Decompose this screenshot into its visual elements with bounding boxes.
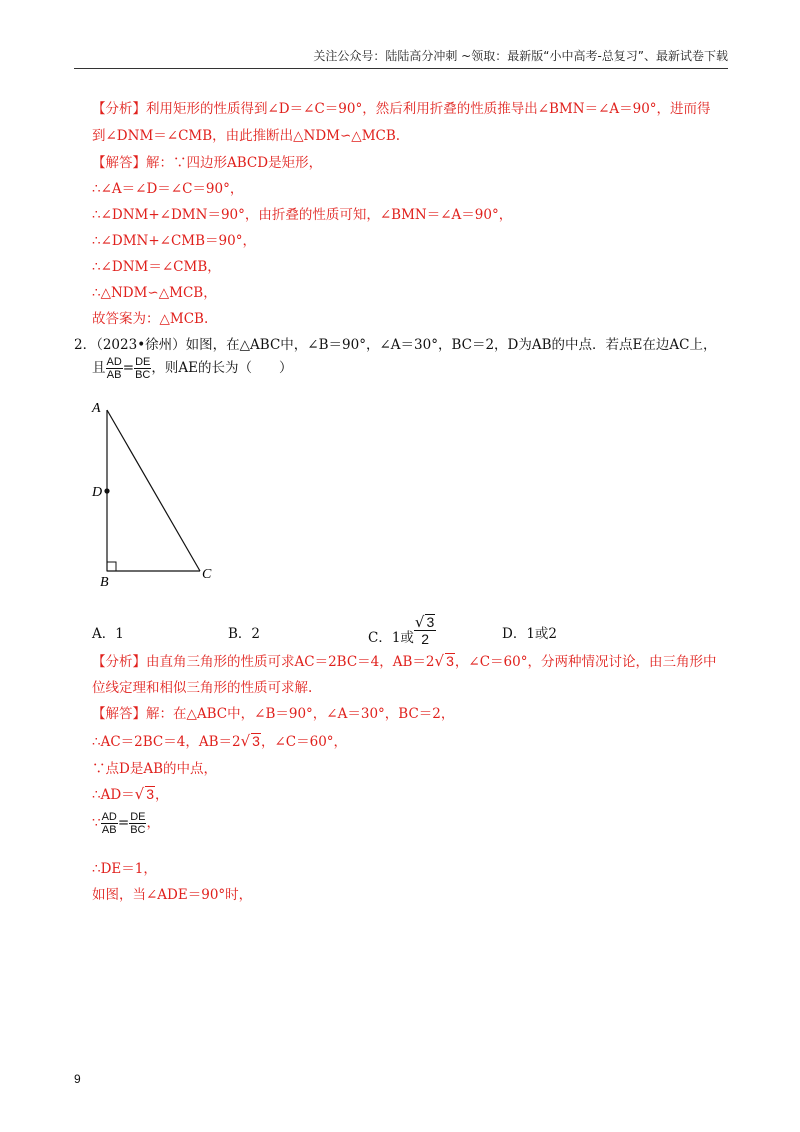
analysis-tag: 【分析】 — [92, 101, 146, 117]
q2-solution-line-2: ∴AC＝2BC＝4，AB＝2√ 3，∠C＝60°， — [92, 732, 348, 750]
q1-solution-line-7: 故答案为：△MCB. — [92, 311, 209, 327]
fraction-sqrt3-over-2: $\frac{√ 3}{2}$ — [414, 613, 435, 647]
triangle-figure — [90, 396, 230, 590]
q2-solution-line-3: ∵点D是AB的中点， — [92, 761, 217, 777]
label-d: D — [92, 485, 103, 500]
option-d[interactable]: D．1或2 — [502, 626, 558, 642]
triangle-diagram — [90, 396, 230, 586]
q1-solution-line-1: 【解答】解：∵四边形ABCD是矩形， — [92, 155, 323, 171]
q1-solution-line-4: ∴∠DMN+∠CMB＝90°， — [92, 233, 256, 249]
fraction-de-bc: $\frac{DE}{BC}$ — [135, 356, 151, 381]
label-c: C — [202, 567, 212, 582]
solution-tag: 【解答】 — [92, 706, 146, 722]
q1-solution-line-2: ∴∠A＝∠D＝∠C＝90°， — [92, 181, 244, 197]
sqrt-3: √ 3 — [134, 785, 155, 803]
q1-solution-line-5: ∴∠DNM＝∠CMB， — [92, 259, 221, 275]
label-a: A — [92, 401, 101, 416]
option-c[interactable]: C．1或 $\frac{√ 3}{2}$ — [368, 613, 435, 647]
q2-stem-line-2: 且 $\frac{AD}{AB}$ = $\frac{DE}{BC}$ ，则AE的长为（ ） — [92, 356, 293, 381]
q1-analysis-line-2: 到∠DNM＝∠CMB，由此推断出△NDM∽△MCB. — [92, 128, 401, 144]
label-b: B — [100, 575, 109, 586]
option-b[interactable]: B．2 — [228, 626, 261, 642]
q2-solution-line-1: 【解答】解：在△ABC中，∠B＝90°，∠A＝30°，BC＝2， — [92, 706, 455, 722]
fraction-ad-ab: $\frac{AD}{AB}$ — [101, 811, 117, 836]
q1-analysis-line-1: 【分析】利用矩形的性质得到∠D＝∠C＝90°，然后利用折叠的性质推导出∠BMN＝∠A＝90°，进而得 — [92, 101, 711, 117]
q2-solution-line-7: 如图，当∠ADE＝90°时， — [92, 887, 253, 903]
solution-tag: 【解答】 — [92, 155, 146, 171]
q2-solution-line-6: ∴DE＝1， — [92, 861, 157, 877]
q2-stem-line-1: 2．（2023•徐州）如图，在△ABC中，∠B＝90°，∠A＝30°，BC＝2，D为AB的中点．若点E在边AC上， — [74, 337, 717, 353]
page-header: 关注公众号：陆陆高分冲刺 ~领取：最新版“小中高考-总复习”、最新试卷下载 — [74, 47, 728, 69]
q2-analysis-line-1: 【分析】由直角三角形的性质可求AC＝2BC＝4，AB＝2√ 3，∠C＝60°，分两种情况讨论，由三角形中 — [92, 652, 717, 670]
page-number: 9 — [74, 1072, 81, 1086]
analysis-tag: 【分析】 — [92, 654, 146, 670]
q2-solution-line-5: ∵ $\frac{AD}{AB}$ = $\frac{DE}{BC}$ ， — [92, 811, 160, 836]
fraction-de-bc: $\frac{DE}{BC}$ — [130, 811, 146, 836]
midpoint-d-dot — [104, 488, 109, 493]
right-angle-mark — [107, 562, 116, 571]
q2-analysis-line-2: 位线定理和相似三角形的性质可求解. — [92, 680, 313, 696]
fraction-ad-ab: $\frac{AD}{AB}$ — [106, 356, 122, 381]
option-a[interactable]: A．1 — [92, 626, 124, 642]
q2-solution-line-4: ∴AD＝√ 3， — [92, 785, 169, 803]
sqrt-3: √ 3 — [434, 652, 454, 670]
q1-solution-line-3: ∴∠DNM+∠DMN＝90°，由折叠的性质可知，∠BMN＝∠A＝90°， — [92, 207, 513, 223]
q1-solution-line-6: ∴△NDM∽△MCB， — [92, 285, 217, 301]
sqrt-3: √ 3 — [240, 732, 260, 750]
